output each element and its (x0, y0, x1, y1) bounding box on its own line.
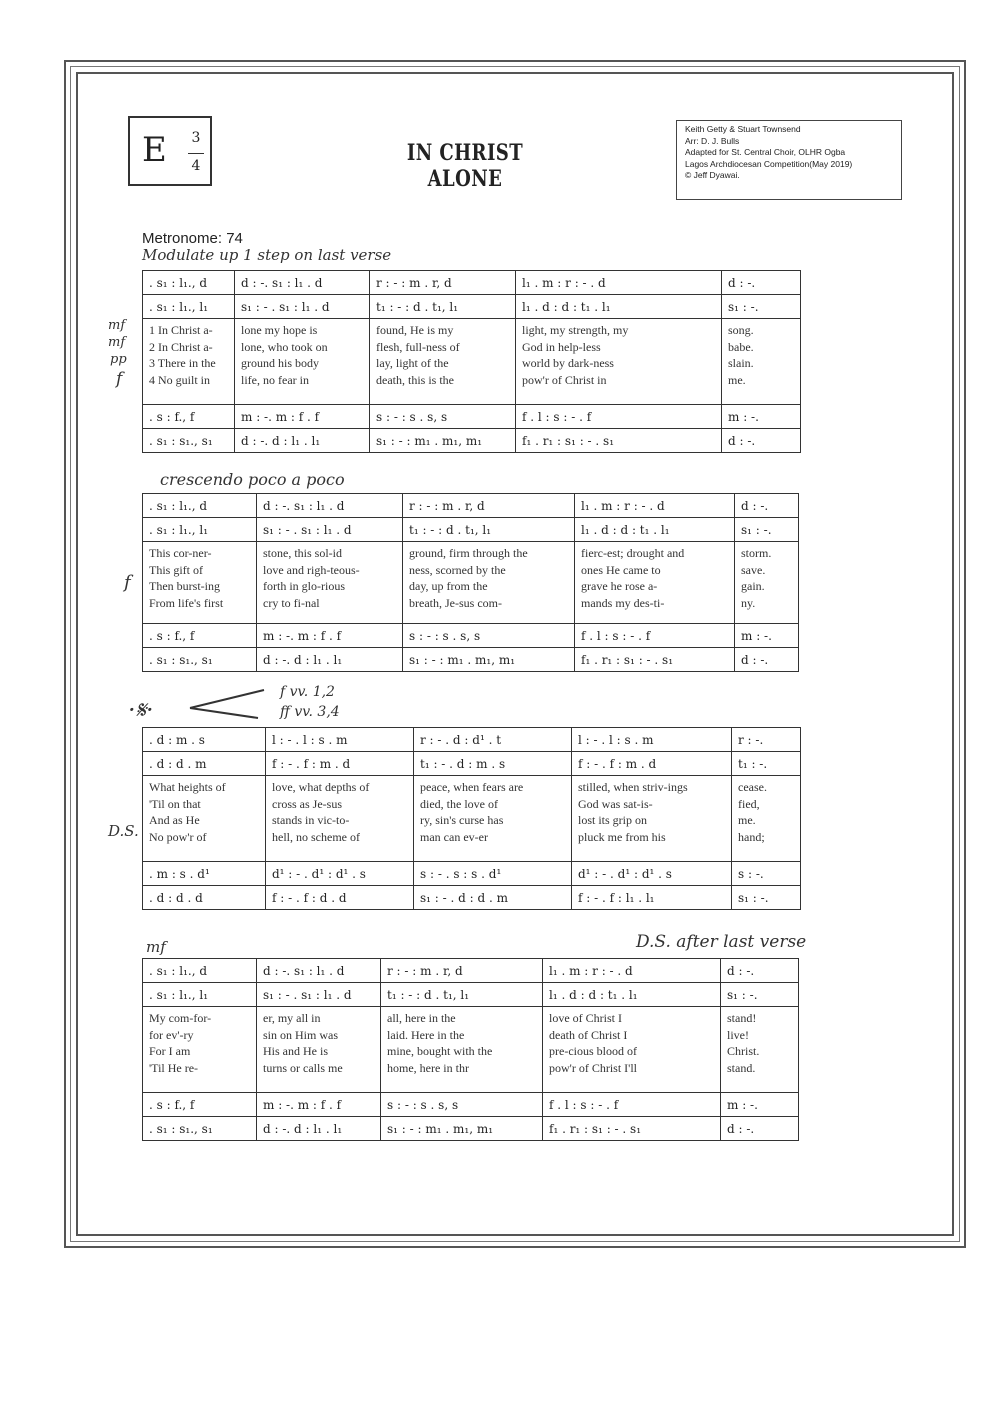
dynamic-marking: mf (108, 318, 126, 333)
lyric-cell: song. babe. slain. me. (722, 319, 801, 405)
credits-box (676, 120, 902, 200)
lyric-cell: ground, firm through the ness, scorned by the day, up from the breath, Je-sus com- (403, 542, 575, 624)
lyric-cell: This cor-ner- This gift of Then burst-ing From life's first (143, 542, 257, 624)
solfa-cell: . s₁ : l₁., d (143, 494, 257, 518)
solfa-cell: . s₁ : l₁., d (143, 271, 235, 295)
solfa-cell: . s₁ : s₁., s₁ (143, 429, 235, 453)
solfa-cell: . d : m . s (143, 728, 266, 752)
lyric-cell: 1 In Christ a- 2 In Christ a- 3 There in the 4 No guilt in (143, 319, 235, 405)
segno-sign: ·𝄋· (128, 696, 154, 724)
soprano-row (143, 728, 801, 752)
solfa-cell: f : - . f : l₁ . l₁ (572, 886, 732, 910)
solfa-cell: f : - . f : d . d (266, 886, 414, 910)
solfa-cell: r : - : m . r, d (370, 271, 516, 295)
ds-marking: D.S. (108, 822, 139, 840)
solfa-cell: s₁ : - : m₁ . m₁, m₁ (370, 429, 516, 453)
solfa-cell: m : -. m : f . f (235, 405, 370, 429)
solfa-cell: d : -. s₁ : l₁ . d (235, 271, 370, 295)
solfa-cell: . m : s . d¹ (143, 862, 266, 886)
solfa-cell: l : - . l : s . m (266, 728, 414, 752)
dynamic-marking: f (124, 572, 131, 593)
solfa-cell: d : -. d : l₁ . l₁ (235, 429, 370, 453)
lyrics-row (143, 1007, 799, 1093)
solfa-cell: r : - : m . r, d (381, 959, 543, 983)
solfa-block-4 (142, 958, 799, 1141)
lyric-cell: light, my strength, my God in help-less world by dark-ness pow'r of Christ in (516, 319, 722, 405)
solfa-cell: l₁ . m : r : - . d (516, 271, 722, 295)
solfa-cell: . d : d . m (143, 752, 266, 776)
solfa-cell: s : - : s . s, s (403, 624, 575, 648)
soprano-row (143, 271, 801, 295)
solfa-cell: s₁ : -. (722, 295, 801, 319)
solfa-cell: s₁ : -. (732, 886, 801, 910)
solfa-cell: l₁ . d : d : t₁ . l₁ (516, 295, 722, 319)
solfa-cell: l₁ . m : r : - . d (543, 959, 721, 983)
solfa-cell: d : -. (721, 1117, 799, 1141)
ds-after-last-verse: D.S. after last verse (636, 932, 807, 952)
solfa-cell: t₁ : - . d : m . s (414, 752, 572, 776)
solfa-cell: d¹ : - . d¹ : d¹ . s (266, 862, 414, 886)
solfa-cell: f₁ . r₁ : s₁ : - . s₁ (543, 1117, 721, 1141)
lyrics-row (143, 542, 799, 624)
solfa-cell: . s₁ : l₁., l₁ (143, 518, 257, 542)
solfa-cell: m : -. (735, 624, 799, 648)
soprano-row (143, 494, 799, 518)
solfa-cell: d : -. (722, 429, 801, 453)
solfa-cell: . s₁ : s₁., s₁ (143, 648, 257, 672)
bass-row (143, 429, 801, 453)
solfa-block-3 (142, 727, 801, 910)
solfa-cell: s : -. (732, 862, 801, 886)
solfa-cell: d : -. d : l₁ . l₁ (257, 648, 403, 672)
solfa-cell: s₁ : -. (735, 518, 799, 542)
solfa-cell: m : -. m : f . f (257, 1093, 381, 1117)
alto-row (143, 518, 799, 542)
lyric-cell: found, He is my flesh, full-ness of lay, light of the death, this is the (370, 319, 516, 405)
solfa-cell: l₁ . d : d : t₁ . l₁ (543, 983, 721, 1007)
solfa-cell: . d : d . d (143, 886, 266, 910)
bass-row (143, 1117, 799, 1141)
time-signature-divider (188, 153, 204, 154)
solfa-cell: s : - : s . s, s (381, 1093, 543, 1117)
solfa-cell: . s : f., f (143, 1093, 257, 1117)
credit-line: © Jeff Dyawai. (685, 170, 740, 180)
dynamic-marking: mf (108, 335, 126, 350)
solfa-cell: f : - . f : m . d (266, 752, 414, 776)
solfa-cell: d : -. s₁ : l₁ . d (257, 494, 403, 518)
tenor-row (143, 624, 799, 648)
solfa-cell: . s : f., f (143, 405, 235, 429)
modulate-annotation: Modulate up 1 step on last verse (142, 246, 392, 264)
solfa-cell: s₁ : - : m₁ . m₁, m₁ (403, 648, 575, 672)
lyric-cell: love, what depths of cross as Je-sus stands in vic-to- hell, no scheme of (266, 776, 414, 862)
dynamic-marking: pp (110, 352, 127, 367)
credit-line: Lagos Archdiocesan Competition(May 2019) (685, 158, 853, 169)
solfa-cell: d : -. (735, 648, 799, 672)
solfa-cell: s₁ : - . s₁ : l₁ . d (257, 983, 381, 1007)
solfa-cell: . s₁ : l₁., d (143, 959, 257, 983)
solfa-cell: s₁ : -. (721, 983, 799, 1007)
solfa-cell: m : -. m : f . f (257, 624, 403, 648)
solfa-cell: l : - . l : s . m (572, 728, 732, 752)
solfa-cell: f : - . f : m . d (572, 752, 732, 776)
solfa-cell: s₁ : - . s₁ : l₁ . d (235, 295, 370, 319)
tenor-row (143, 862, 801, 886)
lyric-cell: cease. fied, me. hand; (732, 776, 801, 862)
lyric-cell: stilled, when striv-ings God was sat-is- lost its grip on pluck me from his (572, 776, 732, 862)
solfa-cell: f₁ . r₁ : s₁ : - . s₁ (516, 429, 722, 453)
credit-line: Keith Getty & Stuart Townsend (685, 124, 801, 134)
solfa-block-1 (142, 270, 801, 453)
solfa-cell: s₁ : - . s₁ : l₁ . d (257, 518, 403, 542)
dynamic-marking: f (116, 369, 123, 389)
solfa-cell: . s : f., f (143, 624, 257, 648)
dynamic-vv12: f vv. 1,2 (280, 684, 335, 700)
solfa-cell: t₁ : - : d . t₁, l₁ (403, 518, 575, 542)
solfa-cell: t₁ : - : d . t₁, l₁ (370, 295, 516, 319)
solfa-cell: l₁ . d : d : t₁ . l₁ (575, 518, 735, 542)
hairpin-mark (188, 688, 268, 722)
lyric-cell: fierc-est; drought and ones He came to grave he rose a- mands my des-ti- (575, 542, 735, 624)
solfa-block-2 (142, 493, 799, 672)
solfa-cell: t₁ : - : d . t₁, l₁ (381, 983, 543, 1007)
key-signature-box (128, 116, 212, 186)
solfa-cell: m : -. (722, 405, 801, 429)
lyric-cell: storm. save. gain. ny. (735, 542, 799, 624)
lyric-cell: stone, this sol-id love and righ-teous- forth in glo-rious cry to fi-nal (257, 542, 403, 624)
metronome-marking: Metronome: 74 (142, 230, 243, 247)
solfa-cell: f . l : s : - . f (516, 405, 722, 429)
solfa-cell: l₁ . m : r : - . d (575, 494, 735, 518)
lyric-cell: er, my all in sin on Him was His and He is turns or calls me (257, 1007, 381, 1093)
crescendo-annotation: crescendo poco a poco (160, 470, 345, 489)
tenor-row (143, 405, 801, 429)
bass-row (143, 886, 801, 910)
solfa-cell: . s₁ : l₁., l₁ (143, 983, 257, 1007)
lyric-cell: all, here in the laid. Here in the mine, bought with the home, here in thr (381, 1007, 543, 1093)
solfa-cell: d¹ : - . d¹ : d¹ . s (572, 862, 732, 886)
solfa-cell: s₁ : - . d : d . m (414, 886, 572, 910)
alto-row (143, 983, 799, 1007)
key-letter: E (142, 130, 167, 170)
solfa-cell: d : -. (721, 959, 799, 983)
credit-line: Adapted for St. Central Choir, OLHR Ogba (685, 147, 846, 157)
credit-line: Arr: D. J. Bulls (685, 135, 740, 146)
solfa-cell: d : -. (735, 494, 799, 518)
lyrics-row (143, 319, 801, 405)
lyric-cell: What heights of 'Til on that And as He No pow'r of (143, 776, 266, 862)
time-signature-top: 3 (191, 130, 201, 146)
solfa-cell: d : -. d : l₁ . l₁ (257, 1117, 381, 1141)
solfa-cell: f₁ . r₁ : s₁ : - . s₁ (575, 648, 735, 672)
solfa-cell: m : -. (721, 1093, 799, 1117)
solfa-cell: s : - : s . s, s (370, 405, 516, 429)
dynamic-vv34: ff vv. 3,4 (280, 704, 340, 720)
solfa-cell: . s₁ : l₁., l₁ (143, 295, 235, 319)
page-title: IN CHRIST ALONE (406, 140, 524, 192)
solfa-cell: d : -. (722, 271, 801, 295)
bass-row (143, 648, 799, 672)
dynamic-marking: mf (146, 938, 166, 956)
time-signature-bottom: 4 (191, 158, 201, 174)
alto-row (143, 295, 801, 319)
alto-row (143, 752, 801, 776)
lyrics-row (143, 776, 801, 862)
solfa-cell: f . l : s : - . f (575, 624, 735, 648)
lyric-cell: My com-for- for ev'-ry For I am 'Til He re- (143, 1007, 257, 1093)
lyric-cell: love of Christ I death of Christ I pre-cious blood of pow'r of Christ I'll (543, 1007, 721, 1093)
solfa-cell: s : - . s : s . d¹ (414, 862, 572, 886)
solfa-cell: r : - . d : d¹ . t (414, 728, 572, 752)
soprano-row (143, 959, 799, 983)
solfa-cell: r : -. (732, 728, 801, 752)
solfa-cell: . s₁ : s₁., s₁ (143, 1117, 257, 1141)
lyric-cell: peace, when fears are died, the love of ry, sin's curse has man can ev-er (414, 776, 572, 862)
solfa-cell: r : - : m . r, d (403, 494, 575, 518)
solfa-cell: t₁ : -. (732, 752, 801, 776)
tenor-row (143, 1093, 799, 1117)
lyric-cell: stand! live! Christ. stand. (721, 1007, 799, 1093)
solfa-cell: s₁ : - : m₁ . m₁, m₁ (381, 1117, 543, 1141)
solfa-cell: f . l : s : - . f (543, 1093, 721, 1117)
lyric-cell: lone my hope is lone, who took on ground his body life, no fear in (235, 319, 370, 405)
solfa-cell: d : -. s₁ : l₁ . d (257, 959, 381, 983)
